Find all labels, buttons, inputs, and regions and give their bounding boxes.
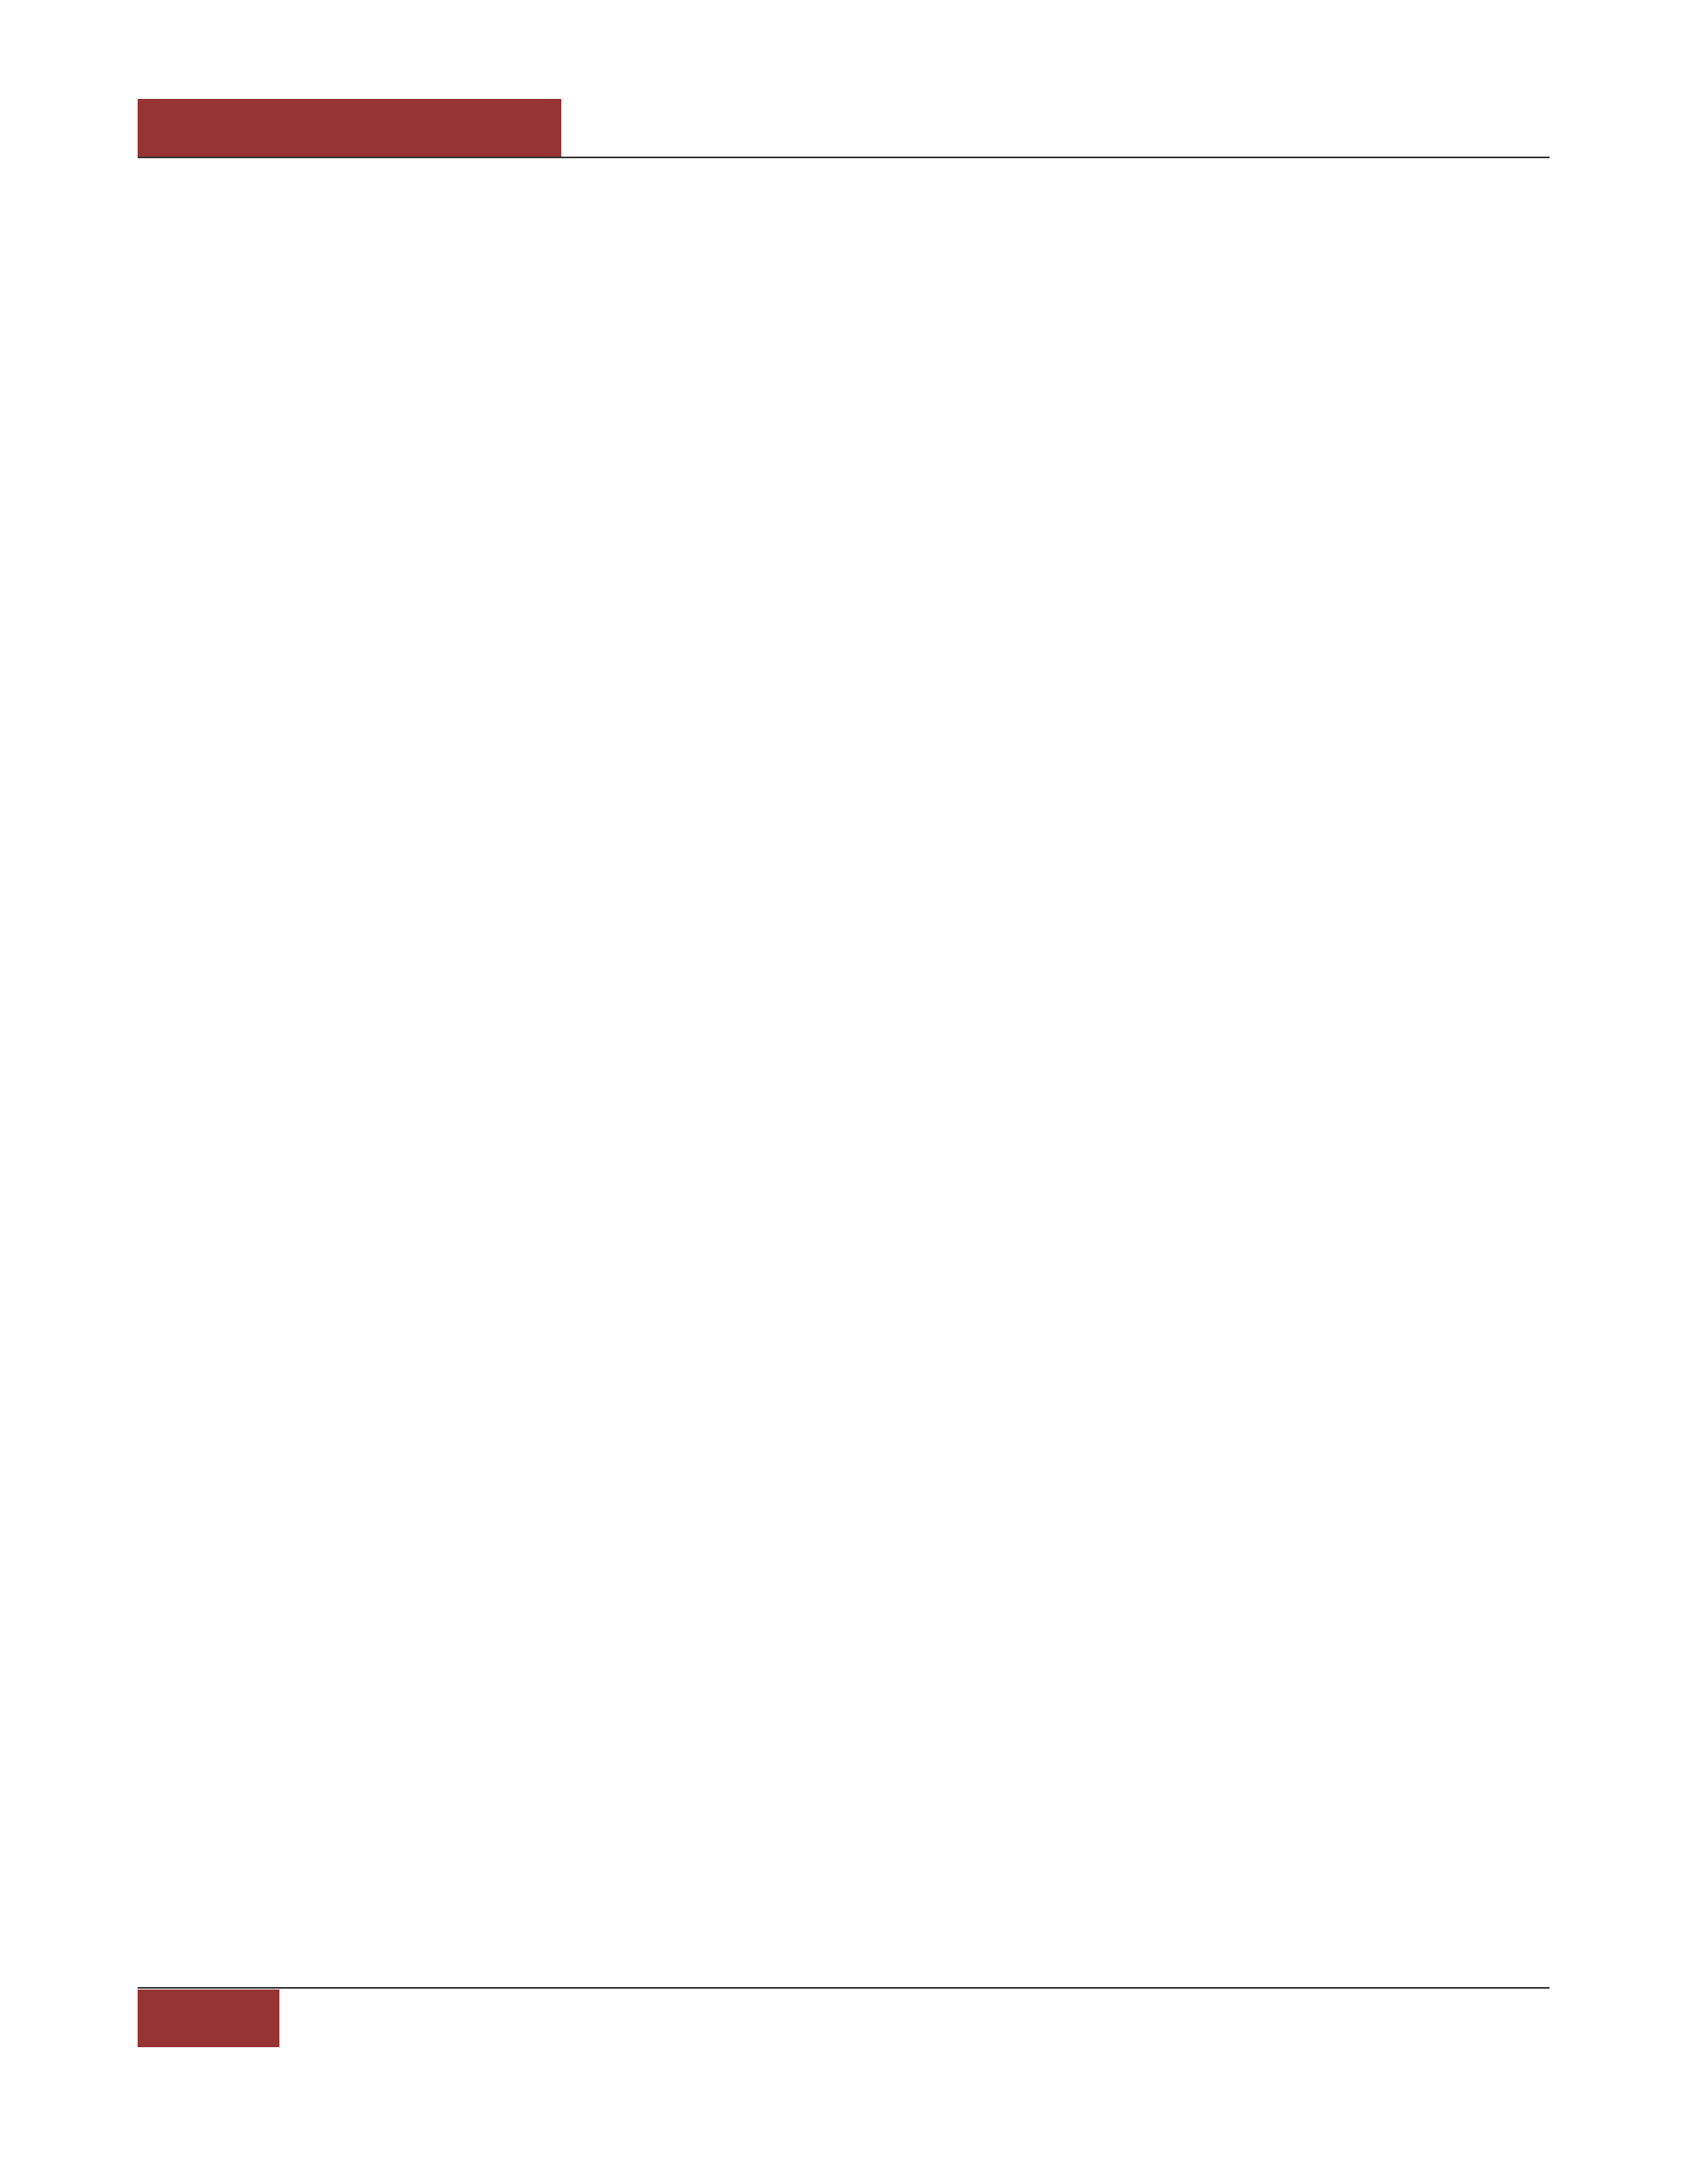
journal-website bbox=[138, 99, 561, 158]
footer-rule bbox=[138, 1987, 1550, 1989]
section-heading-algorithm bbox=[310, 740, 359, 779]
lowest-implied-cost-grid bbox=[915, 864, 1451, 1251]
header-rule bbox=[138, 157, 1550, 158]
section-heading-numerical bbox=[216, 1669, 265, 1708]
transportation-model-table bbox=[216, 206, 738, 695]
issn-header bbox=[577, 99, 1531, 158]
copyright bbox=[280, 1990, 1550, 2047]
page-number bbox=[138, 1990, 279, 2047]
